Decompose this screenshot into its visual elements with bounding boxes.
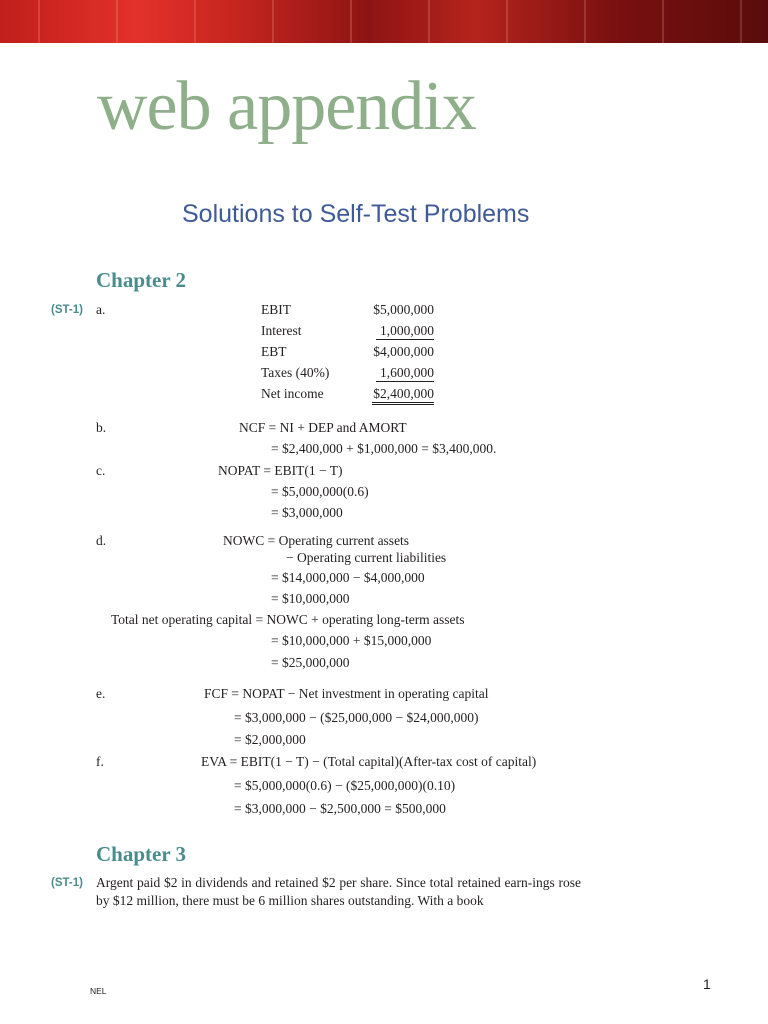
item-letter-f: f. bbox=[96, 754, 104, 769]
equation-line: Total net operating capital = NOWC + operating long-term assets bbox=[111, 612, 465, 627]
row-label: EBT bbox=[261, 344, 287, 359]
equation-line: = $3,000,000 − $2,500,000 = $500,000 bbox=[234, 801, 446, 816]
solution-paragraph: Argent paid $2 in dividends and retained $2 per share. Since total retained earn-ings rose by $12 million, there must be 6 million shares outstanding. With a book bbox=[96, 875, 581, 908]
equation-line: FCF = NOPAT − Net investment in operating capital bbox=[204, 686, 489, 701]
equation-line: = $14,000,000 − $4,000,000 bbox=[271, 570, 425, 585]
problem-label: (ST-1) bbox=[51, 877, 83, 889]
page-number: 1 bbox=[703, 976, 711, 992]
chapter-3-heading: Chapter 3 bbox=[96, 842, 187, 866]
equation-line: EVA = EBIT(1 − T) − (Total capital)(After-tax cost of capital) bbox=[201, 754, 537, 769]
item-letter-a: a. bbox=[96, 302, 106, 317]
item-letter-b: b. bbox=[96, 420, 107, 435]
equation-line: = $2,400,000 + $1,000,000 = $3,400,000. bbox=[271, 441, 497, 456]
row-value: 1,600,000 bbox=[376, 365, 434, 382]
header-banner bbox=[0, 0, 768, 43]
equation-line: = $2,000,000 bbox=[234, 732, 306, 747]
equation-line: NCF = NI + DEP and AMORT bbox=[239, 420, 407, 435]
row-label: Interest bbox=[261, 323, 302, 338]
item-letter-d: d. bbox=[96, 533, 107, 548]
row-label: Net income bbox=[261, 386, 324, 401]
page-title: web appendix bbox=[97, 68, 476, 145]
equation-line: = $5,000,000(0.6) bbox=[271, 484, 369, 499]
row-value: $4,000,000 bbox=[373, 344, 434, 359]
equation-line: = $25,000,000 bbox=[271, 655, 350, 670]
equation-line: NOPAT = EBIT(1 − T) bbox=[218, 463, 343, 478]
row-label: EBIT bbox=[261, 302, 291, 317]
section-title: Solutions to Self-Test Problems bbox=[182, 200, 530, 228]
equation-line: = $3,000,000 bbox=[271, 505, 343, 520]
equation-line: NOWC = Operating current assets bbox=[223, 533, 410, 548]
chapter-2-heading: Chapter 2 bbox=[96, 268, 187, 292]
equation-line: = $3,000,000 − ($25,000,000 − $24,000,000) bbox=[234, 710, 479, 725]
equation-line: = $10,000,000 bbox=[271, 591, 350, 606]
equation-line: = $10,000,000 + $15,000,000 bbox=[271, 633, 432, 648]
equation-line: = $5,000,000(0.6) − ($25,000,000)(0.10) bbox=[234, 778, 456, 793]
item-letter-c: c. bbox=[96, 463, 106, 478]
problem-label: (ST-1) bbox=[51, 304, 83, 316]
equation-line: − Operating current liabilities bbox=[286, 550, 447, 565]
item-letter-e: e. bbox=[96, 686, 106, 701]
row-value: $2,400,000 bbox=[372, 386, 434, 405]
row-label: Taxes (40%) bbox=[261, 365, 330, 380]
row-value: 1,000,000 bbox=[376, 323, 434, 340]
footer-publisher: NEL bbox=[90, 986, 107, 996]
row-value: $5,000,000 bbox=[373, 302, 434, 317]
